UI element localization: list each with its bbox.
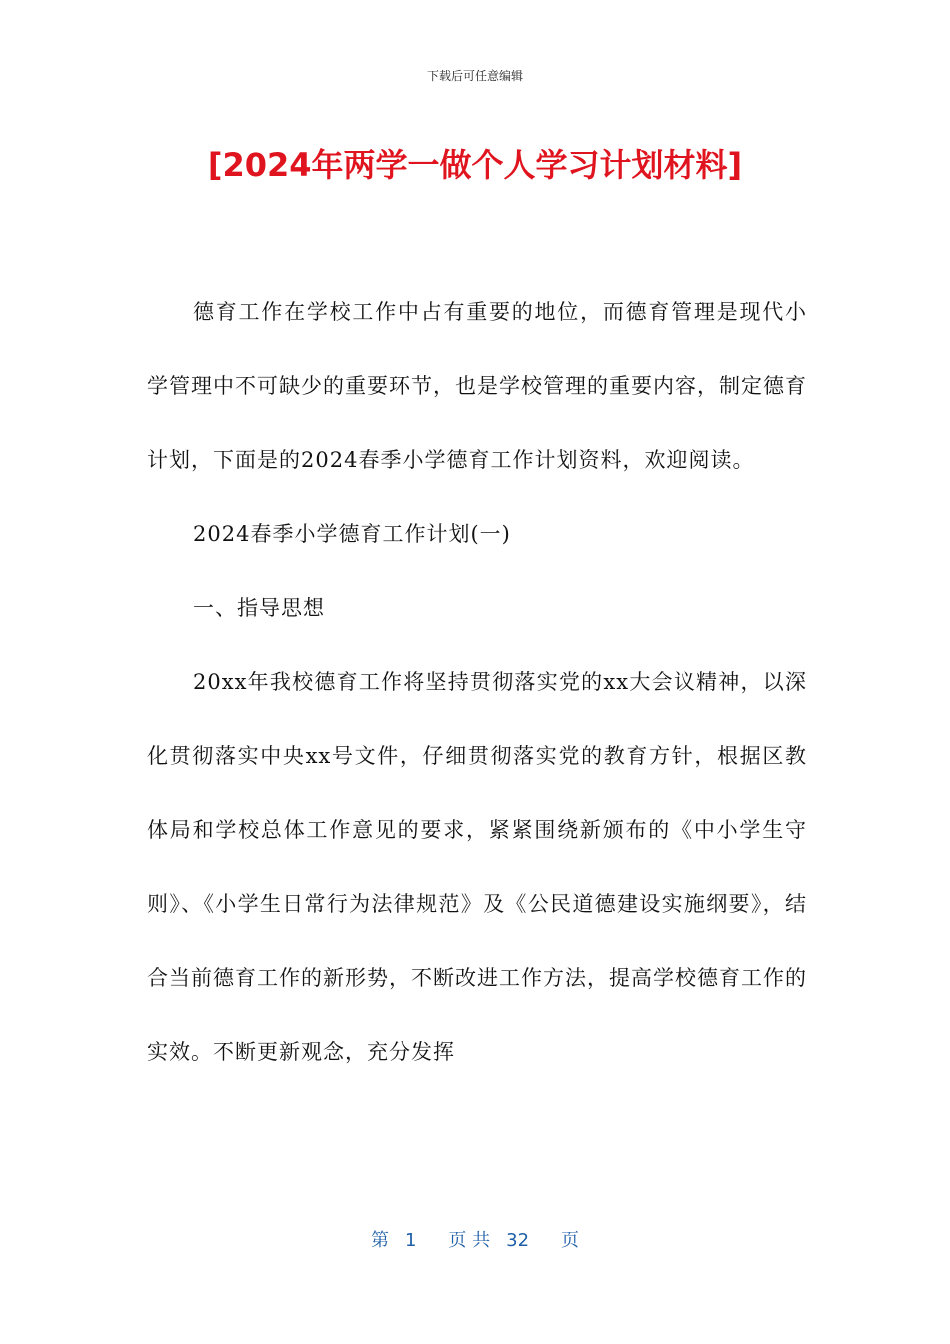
page-suffix: 页 [561,1230,580,1251]
section-heading: 2024春季小学德育工作计划(一) [193,522,511,546]
header-note: 下载后可任意编辑 [426,69,523,83]
document-body [147,275,807,1089]
page-number: 1 [404,1230,417,1251]
page-prefix: 第 [370,1230,389,1251]
page-footer [0,1226,950,1252]
body-paragraph: 20xx年我校德育工作将坚持贯彻落实党的xx大会议精神，以深化贯彻落实中央xx号文件，仔细贯彻落实党的教育方针，根据区教体局和学校总体工作意见的要求，紧紧围绕新颁布的《中小学生守则》、《小学生日常行为法律规范》及《公民道德建设实施纲要》，结合当前德育工作的新形势，不断改进工作方法，提高学校德育工作的实效。不断更新观念，充分发挥 [147,670,807,1064]
page-mid: 页 共 [448,1230,491,1251]
subsection-heading: 一、指导思想 [193,596,325,620]
document-title: [2024年两学一做个人学习计划材料] [207,146,743,184]
intro-paragraph: 德育工作在学校工作中占有重要的地位，而德育管理是现代小学管理中不可缺少的重要环节，也是学校管理的重要内容，制定德育计划，下面是的2024春季小学德育工作计划资料，欢迎阅读。 [147,300,807,472]
total-pages: 32 [506,1230,530,1251]
